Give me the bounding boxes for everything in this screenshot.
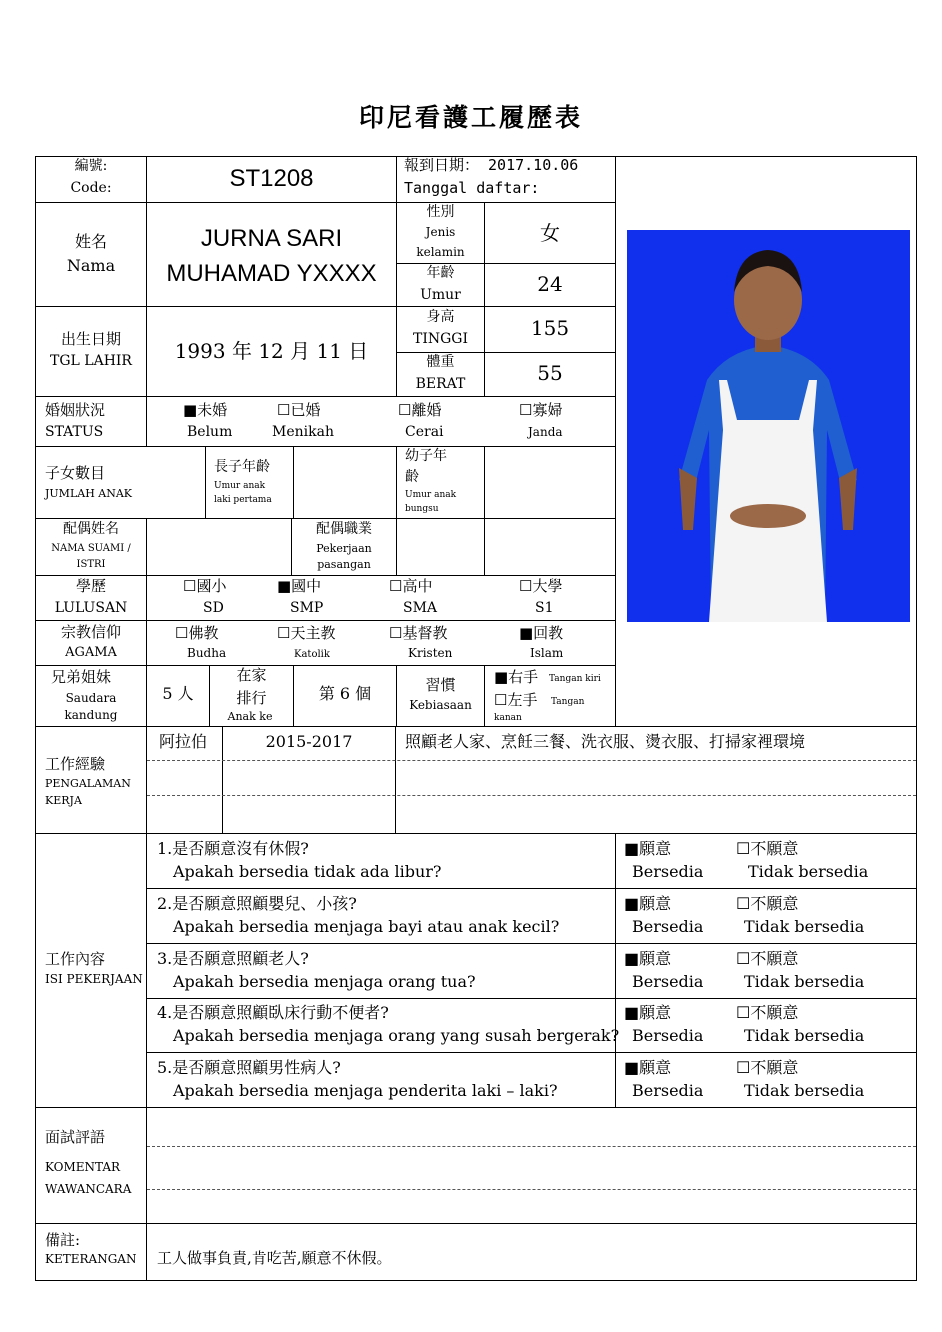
spouse-name-label-id1: NAMA SUAMI / bbox=[51, 543, 131, 554]
age-label-id: Umur bbox=[420, 287, 461, 303]
unwilling-checkbox[interactable]: ☐不願意 bbox=[736, 839, 799, 858]
experience-label-id1: PENGALAMAN bbox=[45, 777, 131, 790]
status-option-widow-id: Janda bbox=[528, 425, 563, 439]
eldest-age-label-id1: Umur anak bbox=[214, 481, 266, 491]
habit-left-hand[interactable]: ☐左手 bbox=[494, 691, 538, 709]
siblings-value: 5 人 bbox=[162, 684, 194, 703]
unwilling-checkbox[interactable]: ☐不願意 bbox=[736, 949, 799, 968]
experience-country: 阿拉伯 bbox=[159, 732, 208, 751]
question-zh: 4.是否願意照顧臥床行動不便者? bbox=[157, 1003, 389, 1022]
unwilling-label: Tidak bersedia bbox=[744, 972, 865, 991]
experience-label-id2: KERJA bbox=[45, 794, 82, 807]
code-label-zh: 編號: bbox=[74, 158, 108, 174]
unwilling-checkbox[interactable]: ☐不願意 bbox=[736, 894, 799, 913]
religion-option-buddha-id: Budha bbox=[187, 646, 227, 660]
height-label-id: TINGGI bbox=[412, 331, 468, 347]
question-id: Apakah bersedia tidak ada libur? bbox=[173, 862, 442, 881]
rank-label-zh1: 在家 bbox=[236, 666, 267, 684]
education-option-sma-id: SMA bbox=[403, 600, 438, 616]
name-line2: MUHAMAD YXXXX bbox=[166, 260, 377, 287]
willing-label: Bersedia bbox=[632, 1026, 704, 1045]
register-label-id: Tanggal daftar: bbox=[404, 179, 540, 197]
status-label-id: STATUS bbox=[45, 424, 104, 440]
religion-label-zh: 宗教信仰 bbox=[60, 623, 121, 641]
weight-value: 55 bbox=[537, 361, 563, 385]
unwilling-checkbox[interactable]: ☐不願意 bbox=[736, 1058, 799, 1077]
remarks-label-zh: 備註: bbox=[45, 1231, 81, 1249]
unwilling-label: Tidak bersedia bbox=[744, 917, 865, 936]
willing-checkbox[interactable]: ■願意 bbox=[624, 839, 672, 858]
unwilling-label: Tidak bersedia bbox=[748, 862, 869, 881]
name-label-id: Nama bbox=[66, 256, 116, 275]
status-label-zh: 婚姻狀況 bbox=[45, 401, 106, 419]
religion-option-islam-id: Islam bbox=[530, 646, 564, 660]
name-line1: JURNA SARI bbox=[200, 225, 343, 252]
question-id: Apakah bersedia menjaga orang yang susah bergerak? bbox=[173, 1026, 620, 1045]
eldest-age-label-zh: 長子年齡 bbox=[214, 459, 270, 475]
interview-label-id2: WAWANCARA bbox=[45, 1182, 132, 1196]
siblings-label-id1: Saudara bbox=[65, 691, 117, 705]
interview-label-zh: 面試評語 bbox=[45, 1128, 106, 1146]
question-zh: 5.是否願意照顧男性病人? bbox=[157, 1058, 341, 1077]
rank-value: 第 6 個 bbox=[318, 684, 372, 703]
rank-label-id: Anak ke bbox=[227, 710, 273, 723]
remarks-value: 工人做事負責,肯吃苦,願意不休假。 bbox=[157, 1249, 392, 1267]
habit-left-hand-id2: kanan bbox=[494, 713, 522, 723]
page-title: 印尼看護工履歷表 bbox=[358, 103, 583, 132]
religion-option-buddha[interactable]: ☐佛教 bbox=[175, 624, 219, 642]
gender-label-zh: 性別 bbox=[426, 204, 455, 220]
youngest-age-label-id2: bungsu bbox=[405, 504, 439, 514]
height-label-zh: 身高 bbox=[426, 309, 455, 325]
education-option-s1[interactable]: ☐大學 bbox=[519, 577, 563, 595]
rank-label-zh2: 排行 bbox=[236, 689, 267, 707]
unwilling-checkbox[interactable]: ☐不願意 bbox=[736, 1003, 799, 1022]
question-id: Apakah bersedia menjaga orang tua? bbox=[173, 972, 476, 991]
code-label-id: Code: bbox=[70, 180, 112, 196]
status-option-divorced-id: Cerai bbox=[405, 424, 444, 440]
education-option-sd-id: SD bbox=[203, 600, 224, 616]
status-option-single[interactable]: ■未婚 bbox=[183, 401, 228, 419]
youngest-age-label-id1: Umur anak bbox=[405, 490, 457, 500]
spouse-job-label-zh: 配偶職業 bbox=[316, 521, 372, 537]
weight-label-id: BERAT bbox=[415, 376, 466, 392]
applicant-photo bbox=[627, 230, 910, 622]
willing-label: Bersedia bbox=[632, 917, 704, 936]
birth-label-id: TGL LAHIR bbox=[50, 353, 132, 369]
interview-label-id1: KOMENTAR bbox=[45, 1160, 121, 1174]
willing-label: Bersedia bbox=[632, 862, 704, 881]
name-label-zh: 姓名 bbox=[74, 232, 107, 251]
siblings-label-zh: 兄弟姐妹 bbox=[50, 668, 111, 686]
spouse-job-label-id2: pasangan bbox=[317, 558, 371, 571]
work-label-id: ISI PEKERJAAN bbox=[45, 972, 143, 986]
education-option-sma[interactable]: ☐高中 bbox=[389, 577, 433, 595]
willing-checkbox[interactable]: ■願意 bbox=[624, 949, 672, 968]
status-option-single-id: Belum bbox=[187, 424, 233, 440]
education-label-id: LULUSAN bbox=[54, 600, 128, 616]
willing-checkbox[interactable]: ■願意 bbox=[624, 894, 672, 913]
gender-label-id1: Jenis bbox=[425, 225, 456, 239]
unwilling-label: Tidak bersedia bbox=[744, 1026, 865, 1045]
eldest-age-label-id2: laki pertama bbox=[214, 495, 272, 505]
children-label-id: JUMLAH ANAK bbox=[45, 487, 133, 500]
question-zh: 1.是否願意沒有休假? bbox=[157, 839, 309, 858]
remarks-label-id: KETERANGAN bbox=[45, 1252, 137, 1266]
code-value: ST1208 bbox=[229, 165, 314, 192]
question-zh: 2.是否願意照顧嬰兒、小孩? bbox=[157, 894, 357, 913]
religion-option-christian-id: Kristen bbox=[408, 646, 453, 660]
spouse-name-label-id2: ISTRI bbox=[76, 559, 106, 570]
status-option-divorced[interactable]: ☐離婚 bbox=[398, 401, 442, 419]
religion-option-christian[interactable]: ☐基督教 bbox=[389, 624, 448, 642]
siblings-label-id2: kandung bbox=[64, 708, 118, 722]
education-option-s1-id: S1 bbox=[535, 600, 554, 616]
education-option-smp[interactable]: ■國中 bbox=[277, 577, 322, 595]
religion-label-id: AGAMA bbox=[65, 645, 117, 660]
habit-label-id: Kebiasaan bbox=[409, 698, 472, 712]
habit-label-zh: 習慣 bbox=[425, 676, 456, 694]
gender-label-id2: kelamin bbox=[416, 245, 465, 259]
spouse-job-label-id1: Pekerjaan bbox=[316, 542, 372, 555]
height-value: 155 bbox=[530, 316, 570, 340]
spouse-name-label-zh: 配偶姓名 bbox=[63, 521, 119, 537]
habit-left-hand-id: Tangan bbox=[551, 697, 585, 707]
status-option-married-id: Menikah bbox=[272, 424, 334, 440]
birth-label-zh: 出生日期 bbox=[60, 330, 121, 348]
question-zh: 3.是否願意照顧老人? bbox=[157, 949, 309, 968]
willing-checkbox[interactable]: ■願意 bbox=[624, 1058, 672, 1077]
experience-label-zh: 工作經驗 bbox=[45, 755, 106, 773]
experience-years: 2015-2017 bbox=[265, 732, 353, 751]
experience-duties: 照顧老人家、烹飪三餐、洗衣服、燙衣服、打掃家裡環境 bbox=[405, 732, 806, 751]
education-option-smp-id: SMP bbox=[290, 600, 324, 616]
willing-label: Bersedia bbox=[632, 972, 704, 991]
question-id: Apakah bersedia menjaga penderita laki – laki? bbox=[173, 1081, 558, 1100]
register-date: 報到日期： 2017.10.06 bbox=[404, 156, 579, 174]
children-label-zh: 子女數目 bbox=[45, 464, 106, 482]
religion-option-islam[interactable]: ■回教 bbox=[519, 624, 564, 642]
willing-checkbox[interactable]: ■願意 bbox=[624, 1003, 672, 1022]
unwilling-label: Tidak bersedia bbox=[744, 1081, 865, 1100]
willing-label: Bersedia bbox=[632, 1081, 704, 1100]
question-id: Apakah bersedia menjaga bayi atau anak kecil? bbox=[173, 917, 560, 936]
youngest-age-label-zh2: 齡 bbox=[405, 469, 419, 485]
education-option-sd[interactable]: ☐國小 bbox=[183, 577, 227, 595]
status-option-widow[interactable]: ☐寡婦 bbox=[519, 401, 563, 419]
birth-value: 1993 年 12 月 11 日 bbox=[174, 339, 369, 363]
habit-right-hand[interactable]: ■右手 bbox=[494, 668, 539, 686]
gender-value: 女 bbox=[540, 221, 560, 245]
youngest-age-label-zh1: 幼子年 bbox=[405, 448, 447, 464]
weight-label-zh: 體重 bbox=[426, 354, 455, 370]
habit-right-hand-id: Tangan kiri bbox=[549, 674, 601, 684]
age-label-zh: 年齡 bbox=[426, 265, 455, 281]
religion-option-catholic-id: Katolik bbox=[294, 649, 330, 660]
religion-option-catholic[interactable]: ☐天主教 bbox=[277, 624, 336, 642]
education-label-zh: 學歷 bbox=[75, 577, 106, 595]
status-option-married[interactable]: ☐已婚 bbox=[277, 401, 321, 419]
age-value: 24 bbox=[537, 272, 563, 296]
work-label-zh: 工作內容 bbox=[45, 950, 106, 968]
